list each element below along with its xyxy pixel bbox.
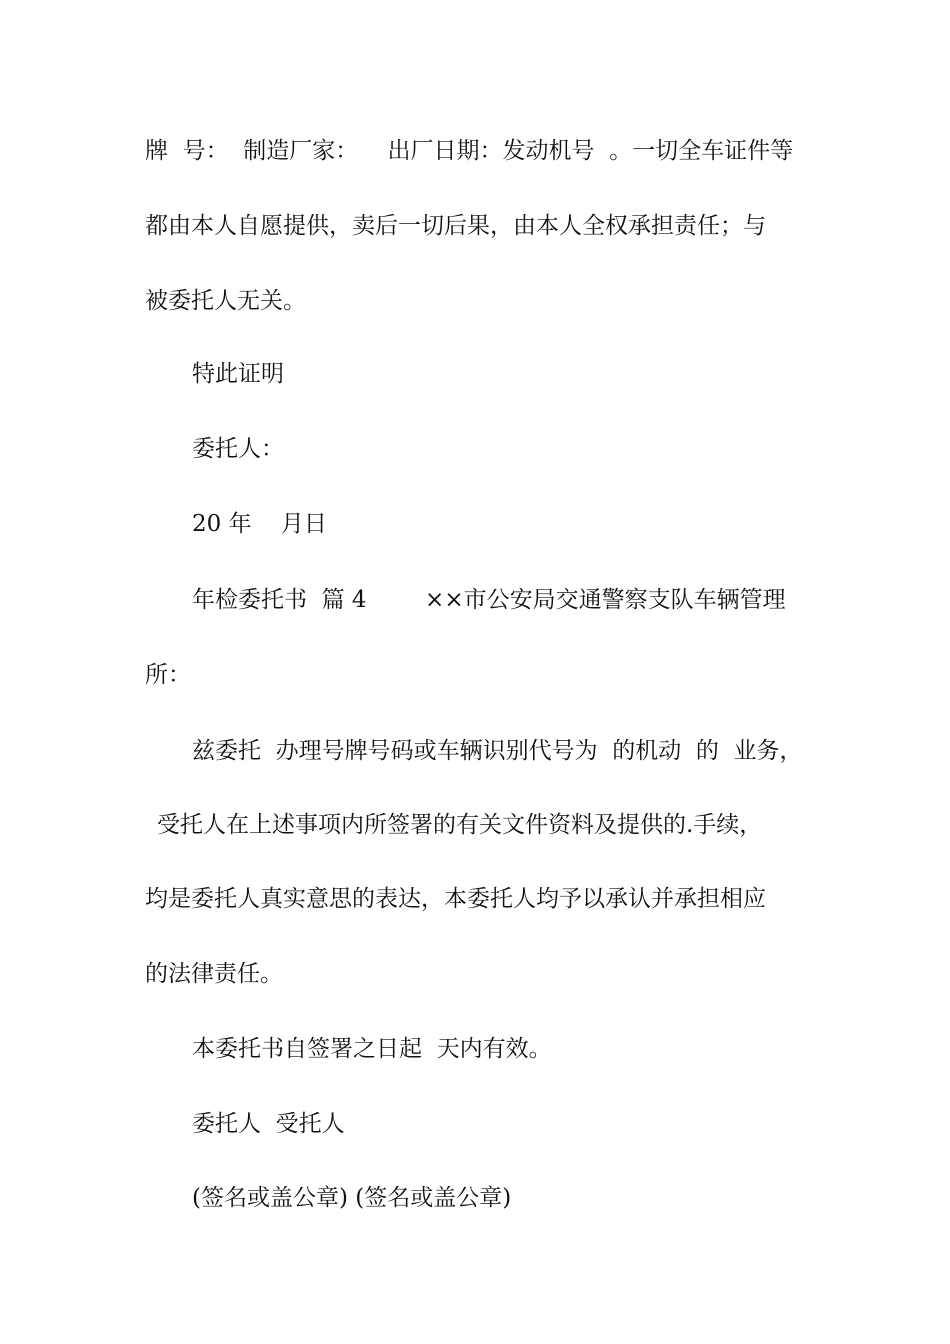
paragraph-line: 受托人在上述事项内所签署的有关文件资料及提供的.手续， [157, 812, 763, 838]
closing-statement: 特此证明 [192, 361, 284, 387]
section-heading-line: 年检委托书 篇 4 ××市公安局交通警察支队车辆管理 [192, 587, 786, 613]
paragraph-line: 均是委托人真实意思的表达，本委托人均予以承认并承担相应 [145, 886, 766, 912]
paragraph-line: 被委托人无关。 [145, 288, 306, 314]
date-line: 20 年 月日 [192, 511, 327, 537]
paragraph-line: 兹委托 办理号牌号码或车辆识别代号为 的机动 的 业务， [192, 738, 803, 764]
validity-line: 本委托书自签署之日起 天内有效。 [192, 1036, 552, 1062]
principal-label: 委托人： [192, 436, 284, 462]
paragraph-line: 牌 号： 制造厂家： 出厂日期：发动机号 。一切全车证件等 [145, 138, 794, 164]
signatory-labels: 委托人 受托人 [192, 1111, 345, 1137]
paragraph-line: 都由本人自愿提供，卖后一切后果，由本人全权承担责任；与 [145, 213, 766, 239]
signature-instructions: (签名或盖公章) (签名或盖公章) [192, 1185, 512, 1211]
paragraph-line: 的法律责任。 [145, 961, 283, 987]
paragraph-line: 所： [145, 662, 191, 688]
